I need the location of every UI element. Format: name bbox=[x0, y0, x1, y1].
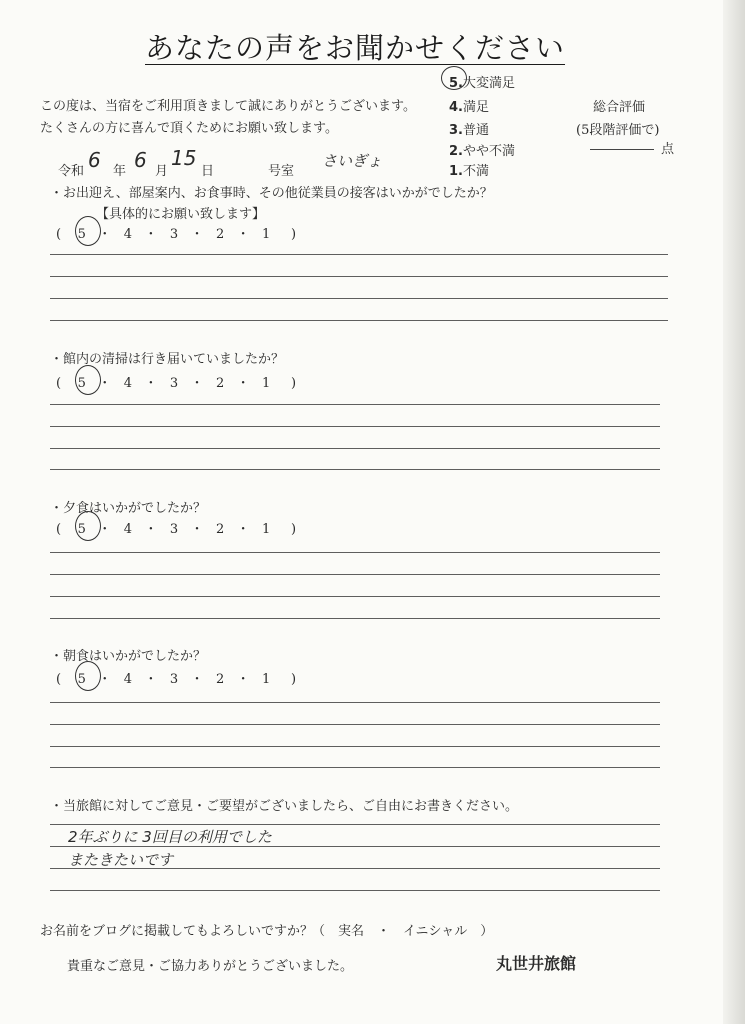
overall-unit: 点 bbox=[661, 142, 675, 157]
blog-options[interactable]: （ 実名 ・ イニシャル ） bbox=[312, 924, 494, 939]
question-1-answer-circle[interactable] bbox=[75, 216, 101, 246]
question-2-text: ・館内の清掃は行き届いていましたか？ bbox=[50, 352, 285, 367]
answer-line[interactable] bbox=[50, 702, 660, 703]
legend-item-2: 2.やや不満 bbox=[449, 144, 515, 159]
question-2-answer-circle[interactable] bbox=[75, 365, 101, 395]
answer-line[interactable] bbox=[50, 724, 660, 725]
room-label: 号室 bbox=[268, 164, 295, 179]
question-1-note: 【具体的にお願い致します】 bbox=[96, 207, 266, 222]
legend-item-5: 5.大変満足 bbox=[449, 76, 515, 91]
answer-line[interactable] bbox=[50, 868, 660, 869]
question-3-answer-circle[interactable] bbox=[75, 511, 101, 541]
answer-line[interactable] bbox=[50, 890, 660, 891]
answer-line[interactable] bbox=[50, 552, 660, 553]
answer-line[interactable] bbox=[50, 767, 660, 768]
answer-line[interactable] bbox=[50, 824, 660, 825]
answer-line[interactable] bbox=[50, 618, 660, 619]
question-3-scale: ( 5 ・ 4 ・ 3 ・ 2 ・ 1 ) bbox=[56, 522, 297, 537]
thanks-text: 貴重なご意見・ご協力ありがとうございました。 bbox=[67, 959, 354, 974]
legend-item-3: 3.普通 bbox=[449, 123, 489, 138]
blog-question: お名前をブログに掲載してもよろしいですか？ bbox=[40, 924, 314, 939]
intro-line-2: たくさんの方に喜んで頂くためにお願い致します。 bbox=[40, 121, 338, 136]
year-label: 年 bbox=[113, 164, 127, 179]
question-4-scale: ( 5 ・ 4 ・ 3 ・ 2 ・ 1 ) bbox=[56, 672, 297, 687]
legend-item-1: 1.不満 bbox=[449, 164, 489, 179]
year-value[interactable]: 6 bbox=[88, 148, 101, 172]
month-label: 月 bbox=[155, 164, 169, 179]
question-1-text: ・お出迎え、部屋案内、お食事時、その他従業員の接客はいかがでしたか？ bbox=[50, 186, 493, 201]
intro-line-1: この度は、当宿をご利用頂きまして誠にありがとうございます。 bbox=[40, 99, 416, 114]
month-value[interactable]: 6 bbox=[134, 148, 147, 172]
overall-label: 総合評価 bbox=[593, 100, 646, 115]
answer-line[interactable] bbox=[50, 746, 660, 747]
opinion-label: ・当旅館に対してご意見・ご要望がございましたら、ご自由にお書きください。 bbox=[50, 799, 519, 814]
overall-sub: (5段階評価で) bbox=[576, 123, 660, 138]
answer-line[interactable] bbox=[50, 469, 660, 470]
day-label: 日 bbox=[201, 164, 215, 179]
legend-circle-mark bbox=[441, 66, 467, 90]
question-4-answer-circle[interactable] bbox=[75, 661, 101, 691]
answer-line[interactable] bbox=[50, 404, 660, 405]
answer-line[interactable] bbox=[50, 596, 660, 597]
answer-line[interactable] bbox=[50, 320, 668, 321]
day-value[interactable]: 15 bbox=[171, 146, 197, 170]
answer-line[interactable] bbox=[50, 276, 668, 277]
inn-name: 丸世井旅館 bbox=[496, 954, 577, 973]
answer-line[interactable] bbox=[50, 846, 660, 847]
question-3-text: ・夕食はいかがでしたか？ bbox=[50, 501, 207, 516]
era-label: 令和 bbox=[58, 164, 85, 179]
answer-line[interactable] bbox=[50, 448, 660, 449]
answer-line[interactable] bbox=[50, 574, 660, 575]
opinion-handwriting-line-2[interactable]: またきたいです bbox=[68, 851, 174, 869]
opinion-handwriting-line-1[interactable]: 2年ぶりに 3回目の利用でした bbox=[68, 828, 272, 846]
answer-line[interactable] bbox=[50, 426, 660, 427]
question-1-scale: ( 5 ・ 4 ・ 3 ・ 2 ・ 1 ) bbox=[56, 227, 297, 242]
question-2-scale: ( 5 ・ 4 ・ 3 ・ 2 ・ 1 ) bbox=[56, 376, 297, 391]
answer-line[interactable] bbox=[50, 298, 668, 299]
overall-score-line[interactable] bbox=[590, 149, 654, 150]
question-4-text: ・朝食はいかがでしたか？ bbox=[50, 649, 207, 664]
answer-line[interactable] bbox=[50, 254, 668, 255]
room-value[interactable]: さいぎょ bbox=[322, 152, 383, 170]
legend-item-4: 4.満足 bbox=[449, 100, 489, 115]
paper-edge-shadow bbox=[723, 0, 745, 1024]
page-title: あなたの声をお聞かせください bbox=[145, 31, 566, 65]
